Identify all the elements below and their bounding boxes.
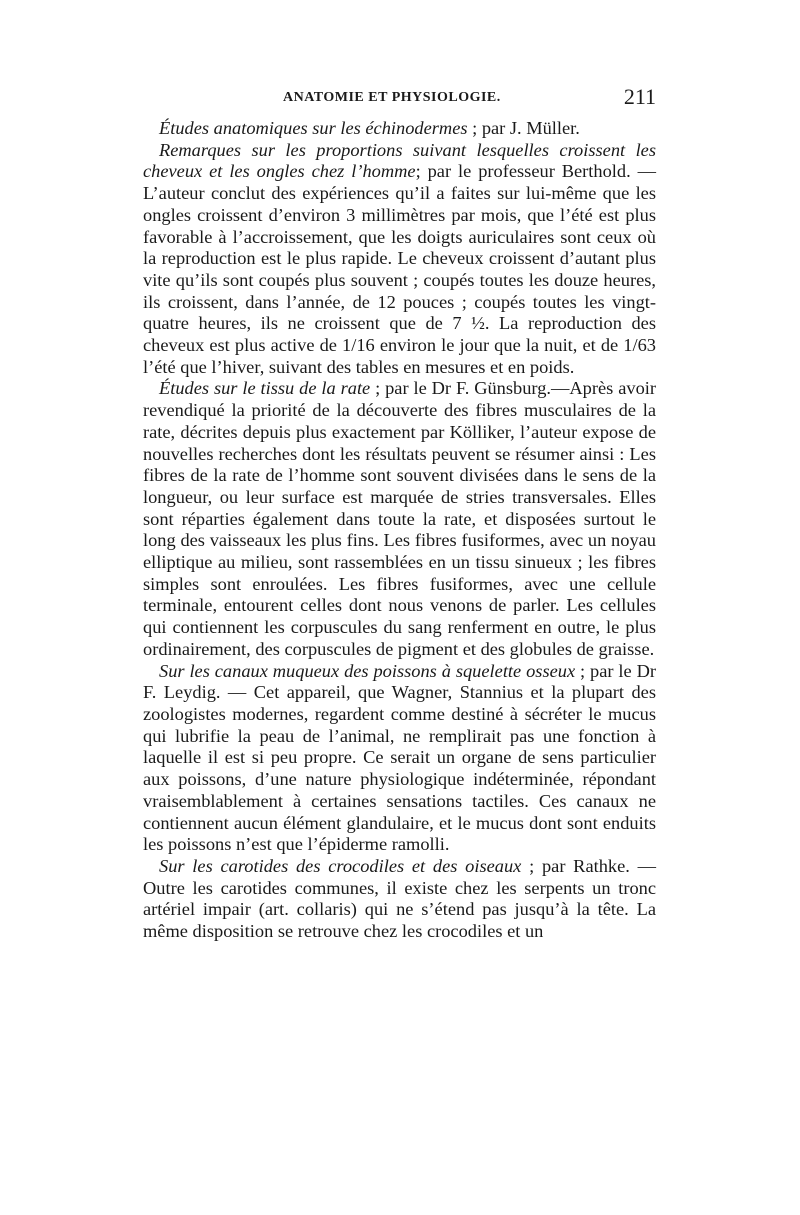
article-title: Remarques sur les proportions suivant lesquelles croissent les cheveux et les ongles chez l’homme xyxy=(143,139,656,182)
book-page xyxy=(143,82,656,943)
paragraph-tissu-rate xyxy=(143,378,656,660)
paragraph-cheveux-ongles xyxy=(143,140,656,379)
article-body: ; par le professeur Berthold. — L’auteur conclut des expériences qu’il a faites sur lui-même que les ongles croissent d’environ 3 millimètres par mois, que l’été est plus favorable à l’accroissement, que les doigts auriculaires sont ceux où la reproduction est le plus rapide. Le cheveux croissent d’autant plus vite qu’ils sont coupés plus souvent ; coupés toutes les douze heures, ils croissent, dans l’année, de 12 pouces ; coupés toutes les vingt-quatre heures, ils ne croissent que de 7 ½. La reproduction des cheveux est plus active de 1/16 environ le jour que la nuit, et de 1/63 l’été que l’hiver, suivant des tables en mesures et en poids. xyxy=(143,161,657,377)
paragraph-canaux-muqueux xyxy=(143,661,656,856)
body-text xyxy=(143,118,656,943)
article-body: ; par J. Müller. xyxy=(467,118,580,138)
article-body: ; par Rathke. — Outre les carotides communes, il existe chez les serpents un tronc artériel impair (art. collaris) qui ne s’étend pas jusqu’à la tête. La même disposition se retrouve chez les crocodiles et un xyxy=(143,855,657,942)
article-title: Sur les canaux muqueux des poissons à squelette osseux xyxy=(159,660,576,681)
paragraph-carotides xyxy=(143,856,656,943)
running-title: ANATOMIE ET PHYSIOLOGIE. xyxy=(283,90,501,105)
article-title: Sur les carotides des crocodiles et des oiseaux xyxy=(159,855,522,876)
article-title: Études sur le tissu de la rate xyxy=(159,378,371,399)
paragraph-echinodermes xyxy=(143,118,656,140)
page-number: 211 xyxy=(623,84,656,109)
running-header xyxy=(143,82,656,116)
article-title: Études anatomiques sur les échinodermes xyxy=(159,118,468,138)
article-body: ; par le Dr F. Günsburg.—Après avoir revendiqué la priorité de la découverte des fibres musculaires de la rate, décrites depuis plus exactement par Kölliker, l’auteur expose de nouvelles recherches dont les résultats peuvent se résumer ainsi : Les fibres de la rate de l’homme sont souvent divisées dans le sens de la longueur, ou leur surface est marquée de stries transversales. Elles sont réparties également dans toute la rate, et disposées surtout le long des vaisseaux les plus fins. Les fibres fusiformes, avec un noyau elliptique au milieu, sont rassemblées en un tissu sinueux ; les fibres simples sont enroulées. Les fibres fusiformes, avec une cellule terminale, entourent celles dont nous venons de parler. Les cellules qui contiennent les corpuscules du sang renferment en outre, le plus ordinairement, des corpuscules de pigment et des globules de graisse. xyxy=(143,378,656,659)
article-body: ; par le Dr F. Leydig. — Cet appareil, que Wagner, Stannius et la plupart des zoologistes modernes, regardent comme destiné à sécréter le mucus qui lubrifie la peau de l’animal, ne remplirait pas une fonction à laquelle il est si peu propre. Ce serait un organe de sens particulier aux poissons, d’une nature physiologique indéterminée, répondant vraisemblablement à certaines sensations tactiles. Ces canaux ne contiennent aucun élément glandulaire, et le mucus dont sont enduits les poissons n’est que l’épiderme ramolli. xyxy=(143,660,656,855)
